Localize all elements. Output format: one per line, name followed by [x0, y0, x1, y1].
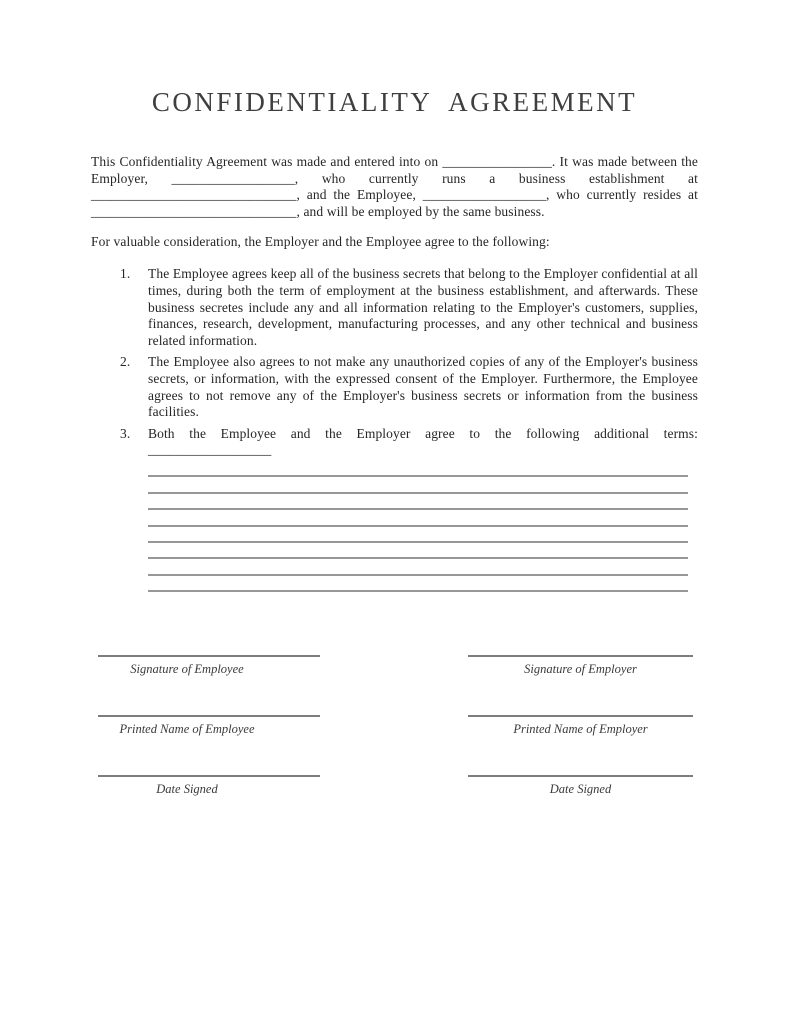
printed-name-of-employee-label: Printed Name of Employee: [119, 722, 255, 737]
blank-line: [148, 510, 688, 526]
signature-of-employer-label: Signature of Employer: [524, 662, 637, 677]
document-title: CONFIDENTIALITY AGREEMENT: [151, 87, 638, 117]
date-signed-employer-label: Date Signed: [549, 782, 612, 797]
signature-of-employee-label: Signature of Employee: [130, 662, 244, 677]
printed-name-line: [468, 715, 693, 717]
blank-line: [148, 461, 688, 477]
term-item-1: [91, 266, 698, 349]
term-number: 1.: [120, 266, 131, 282]
signature-line: [468, 655, 693, 657]
signature-section: [98, 655, 693, 797]
terms-list: [91, 266, 698, 459]
blank-line: [148, 494, 688, 510]
intro-paragraph: This Confidentiality Agreement was made and entered into on ________________. It was made between the Employer, __________________, who currently runs a business establishment at ______________________________, and the Employee, __________________, who currently resides at ______________________________, and will be employed by the same business.: [91, 154, 698, 219]
term-text: The Employee agrees keep all of the business secrets that belong to the Employer confidential at all times, during both the term of employment at the business establishment, and afterwards. These business secretes include any and all information relating to the Employer's customers, supplies, finances, research, development, manufacturing processes, and any other technical and business related information.: [148, 266, 698, 348]
date-cell-employer: [468, 775, 693, 797]
term-item-3: [91, 426, 698, 459]
additional-terms-lines: [148, 461, 688, 592]
printed-name-cell-employer: [468, 715, 693, 737]
blank-line: [148, 576, 688, 592]
consideration-paragraph: For valuable consideration, the Employer and the Employee agree to the following:: [91, 233, 550, 249]
blank-line: [148, 477, 688, 493]
term-item-2: [91, 354, 698, 420]
printed-name-line: [98, 715, 320, 717]
blank-line: [148, 543, 688, 559]
printed-name-of-employer-label: Printed Name of Employer: [513, 722, 648, 737]
blank-line: [148, 559, 688, 575]
date-signed-row: [98, 775, 693, 797]
signature-cell-employee: [98, 655, 320, 677]
date-signed-line: [98, 775, 320, 777]
printed-name-row: [98, 715, 693, 737]
signature-line: [98, 655, 320, 657]
signature-cell-employer: [468, 655, 693, 677]
term-number: 2.: [120, 354, 131, 370]
date-signed-line: [468, 775, 693, 777]
term-number: 3.: [120, 425, 131, 441]
signature-row: [98, 655, 693, 677]
date-signed-employee-label: Date Signed: [156, 782, 218, 797]
printed-name-cell-employee: [98, 715, 320, 737]
blank-line: [148, 527, 688, 543]
date-cell-employee: [98, 775, 320, 797]
term-text: Both the Employee and the Employer agree to the following additional terms: __________________: [148, 425, 698, 458]
term-text: The Employee also agrees to not make any unauthorized copies of any of the Employer's business secrets, or information, with the expressed consent of the Employer. Furthermore, the Employee agrees to not remove any of the Employer's business secrets or information from the business facilities.: [148, 354, 698, 420]
